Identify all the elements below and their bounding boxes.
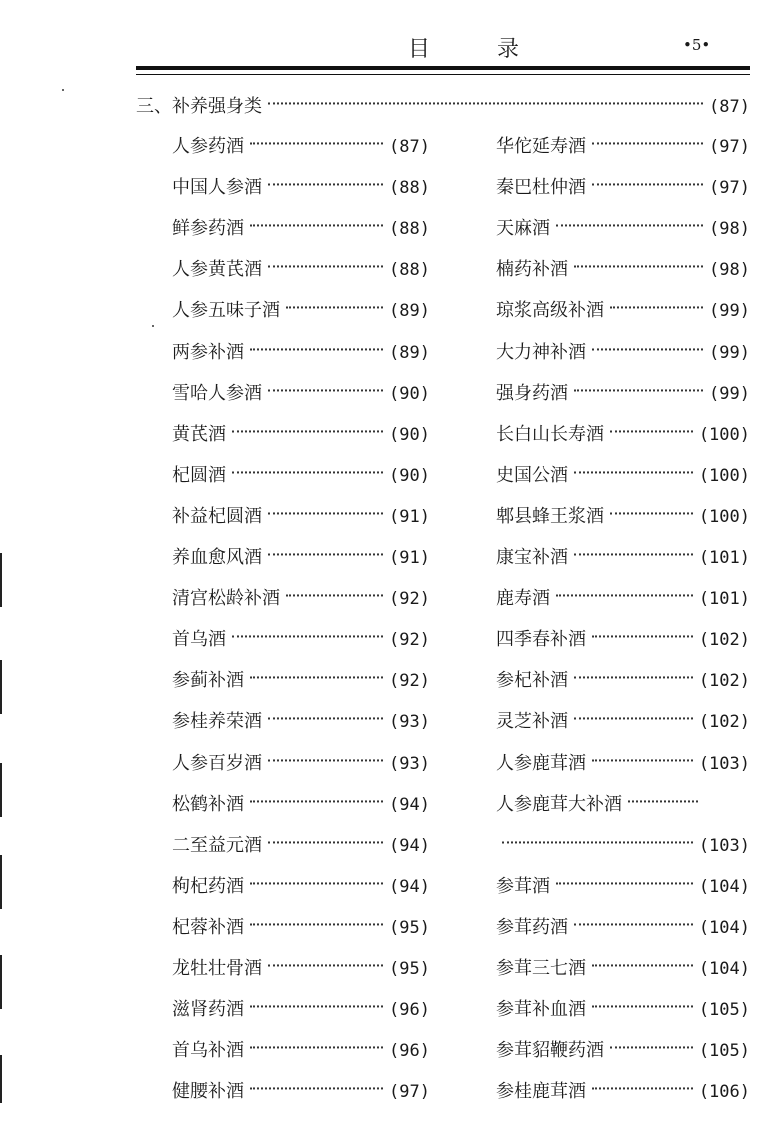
toc-entry xyxy=(496,872,750,900)
toc-entry xyxy=(496,173,750,201)
toc-entry-title: 人参鹿茸酒 xyxy=(496,752,586,774)
leader-dots xyxy=(268,166,383,186)
toc-entry xyxy=(172,790,430,818)
toc-entry-page: (99) xyxy=(709,383,750,404)
toc-entry-page: (104) xyxy=(698,959,750,979)
leader-dots xyxy=(250,905,383,925)
leader-dots xyxy=(250,864,383,884)
toc-entry xyxy=(496,1036,750,1064)
leader-dots xyxy=(286,577,383,597)
toc-entry xyxy=(172,296,430,324)
toc-entry-page: (100) xyxy=(698,506,750,527)
toc-entry xyxy=(496,461,750,489)
toc-entry-title: 秦巴杜仲酒 xyxy=(496,177,586,199)
leader-dots xyxy=(592,1070,693,1090)
leader-dots xyxy=(592,741,693,761)
toc-entry-page: (90) xyxy=(389,424,430,445)
toc-entry-title: 中国人参酒 xyxy=(172,177,262,199)
toc-entry xyxy=(496,1077,750,1105)
toc-entry-title: 杞蓉补酒 xyxy=(172,916,244,938)
leader-dots xyxy=(250,659,383,679)
toc-entry-title: 二至益元酒 xyxy=(172,834,262,856)
toc-entry-title: 鹿寿酒 xyxy=(496,588,550,610)
toc-entry-page: (91) xyxy=(389,548,430,568)
leader-dots xyxy=(268,494,383,514)
toc-entry-title: 参茸三七酒 xyxy=(496,958,586,979)
toc-entry-page: (100) xyxy=(698,424,750,445)
toc-entry xyxy=(496,338,750,366)
toc-entry-page: (102) xyxy=(698,671,750,692)
toc-entry xyxy=(496,995,750,1023)
toc-entry-title: 参桂鹿茸酒 xyxy=(496,1081,586,1103)
toc-entry-title: 首乌补酒 xyxy=(172,1040,244,1062)
leader-dots xyxy=(268,823,383,843)
toc-entry-title: 参茸补血酒 xyxy=(496,999,586,1021)
scan-margin-mark xyxy=(0,855,2,909)
leader-dots xyxy=(592,166,703,186)
section-heading-label: 三、补养强身类 xyxy=(136,96,262,117)
toc-entry-title: 人参百岁酒 xyxy=(172,752,262,774)
toc-entry xyxy=(496,913,750,941)
leader-dots xyxy=(610,494,693,514)
toc-entry xyxy=(172,502,430,530)
leader-dots xyxy=(592,124,703,144)
toc-entry xyxy=(172,954,430,982)
toc-entry-page: (102) xyxy=(698,712,750,733)
toc-entry-title: 天麻酒 xyxy=(496,218,550,240)
leader-dots xyxy=(232,453,383,473)
scan-margin-mark xyxy=(0,955,2,1009)
leader-dots xyxy=(502,823,693,843)
toc-entry-page: (98) xyxy=(709,260,750,281)
leader-dots xyxy=(574,905,693,925)
toc-entry xyxy=(172,214,430,242)
leader-dots xyxy=(574,453,693,473)
toc-entry-page: (87) xyxy=(389,137,430,157)
toc-entry-title: 郫县蜂王浆酒 xyxy=(496,505,604,527)
toc-entry-title: 人参五味子酒 xyxy=(172,300,280,322)
toc-entry xyxy=(496,296,750,324)
toc-entry xyxy=(172,379,430,407)
leader-dots xyxy=(556,207,703,227)
leader-dots xyxy=(556,577,693,597)
leader-dots xyxy=(610,289,703,309)
leader-dots xyxy=(268,946,383,966)
toc-entry xyxy=(496,707,750,735)
toc-entry-page: (94) xyxy=(389,835,430,856)
section-heading xyxy=(136,92,750,120)
leader-dots xyxy=(592,988,693,1008)
scan-margin-mark xyxy=(0,553,2,607)
toc-entry xyxy=(172,420,430,448)
toc-entry-page: (101) xyxy=(698,548,750,568)
leader-dots xyxy=(574,248,703,268)
toc-entry-title: 人参鹿茸大补酒 xyxy=(496,793,622,815)
toc-entry xyxy=(496,379,750,407)
page-title: 目 录 xyxy=(408,37,549,62)
toc-entry-title: 鲜参药酒 xyxy=(172,218,244,240)
toc-entry-page: (104) xyxy=(698,876,750,897)
toc-entry xyxy=(496,584,750,612)
leader-dots xyxy=(268,84,703,104)
toc-entry xyxy=(496,954,750,982)
leader-dots xyxy=(592,330,703,350)
leader-dots xyxy=(592,946,693,966)
toc-entry xyxy=(172,625,430,653)
toc-entry xyxy=(496,749,750,777)
toc-entry xyxy=(172,338,430,366)
toc-entry xyxy=(172,173,430,201)
toc-entry-page: (103) xyxy=(698,835,750,856)
scan-margin-mark xyxy=(0,763,2,817)
leader-dots xyxy=(268,741,383,761)
toc-entry-title: 史国公酒 xyxy=(496,464,568,486)
leader-dots xyxy=(574,700,693,720)
leader-dots xyxy=(610,412,693,432)
page-number: •5• xyxy=(683,36,711,54)
toc-entry-title: 人参黄芪酒 xyxy=(172,259,262,281)
toc-entry xyxy=(172,831,430,859)
toc-entry-page: (93) xyxy=(389,712,430,733)
toc-entry-page: (98) xyxy=(709,219,750,240)
toc-entry-page: (97) xyxy=(389,1082,430,1103)
leader-dots xyxy=(250,782,383,802)
toc-entry-title: 强身药酒 xyxy=(496,382,568,404)
toc-entry xyxy=(496,666,750,694)
toc-entry-page: (106) xyxy=(698,1082,750,1103)
section-heading-page: (87) xyxy=(709,97,750,117)
toc-entry xyxy=(172,1077,430,1105)
toc-entry-page: (92) xyxy=(389,589,430,610)
leader-dots xyxy=(268,535,383,555)
toc-entry-page: (89) xyxy=(389,301,430,322)
toc-entry-title: 杞圆酒 xyxy=(172,464,226,486)
toc-entry-title: 参茸药酒 xyxy=(496,916,568,938)
leader-dots xyxy=(250,1070,383,1090)
toc-entry-page: (88) xyxy=(389,260,430,281)
toc-entry-title: 参桂养荣酒 xyxy=(172,711,262,733)
leader-dots xyxy=(556,864,693,884)
toc-entry-page: (92) xyxy=(389,630,430,651)
toc-entry-title: 参茸貂鞭药酒 xyxy=(496,1040,604,1062)
leader-dots xyxy=(286,289,383,309)
toc-entry-title: 楠药补酒 xyxy=(496,259,568,281)
toc-entry-title: 枸杞药酒 xyxy=(172,875,244,897)
toc-entry-page: (105) xyxy=(698,1000,750,1021)
toc-entry-title: 华佗延寿酒 xyxy=(496,136,586,157)
toc-entry-page: (104) xyxy=(698,917,750,938)
toc-entry-title: 灵芝补酒 xyxy=(496,711,568,733)
leader-dots xyxy=(268,371,383,391)
leader-dots xyxy=(574,659,693,679)
toc-entry xyxy=(496,790,750,818)
toc-entry-page: (89) xyxy=(389,342,430,363)
toc-entry xyxy=(172,872,430,900)
toc-entry-page: (101) xyxy=(698,589,750,610)
toc-entry-page: (96) xyxy=(389,1041,430,1062)
toc-entry-page: (102) xyxy=(698,630,750,651)
toc-entry-title: 首乌酒 xyxy=(172,629,226,651)
toc-entry-title: 琼浆高级补酒 xyxy=(496,300,604,322)
leader-dots xyxy=(592,618,693,638)
toc-entry xyxy=(172,749,430,777)
toc-entry-page: (94) xyxy=(389,876,430,897)
toc-entry xyxy=(496,543,750,571)
toc-entry-title: 两参补酒 xyxy=(172,341,244,363)
leader-dots xyxy=(628,782,698,802)
leader-dots xyxy=(574,371,703,391)
scan-speck xyxy=(152,325,154,327)
toc-entry xyxy=(172,132,430,160)
leader-dots xyxy=(574,535,693,555)
toc-entry-title: 养血愈风酒 xyxy=(172,547,262,568)
leader-dots xyxy=(610,1029,693,1049)
leader-dots xyxy=(250,124,383,144)
toc-entry xyxy=(172,461,430,489)
toc-entry xyxy=(172,995,430,1023)
toc-entry xyxy=(172,707,430,735)
leader-dots xyxy=(250,330,383,350)
leader-dots xyxy=(268,700,383,720)
toc-entry-title: 参蓟补酒 xyxy=(172,670,244,692)
toc-entry-title: 长白山长寿酒 xyxy=(496,423,604,445)
toc-entry-page: (94) xyxy=(389,794,430,815)
toc-entry-page: (92) xyxy=(389,671,430,692)
toc-entry xyxy=(172,666,430,694)
toc-entry-page: (88) xyxy=(389,178,430,199)
toc-entry xyxy=(496,625,750,653)
toc-entry-page: (99) xyxy=(709,301,750,322)
toc-entry xyxy=(496,255,750,283)
toc-entry xyxy=(172,913,430,941)
leader-dots xyxy=(250,1029,383,1049)
toc-entry xyxy=(172,543,430,571)
toc-entry-page: (99) xyxy=(709,342,750,363)
leader-dots xyxy=(250,988,383,1008)
toc-entry-title: 龙牡壮骨酒 xyxy=(172,958,262,979)
toc-entry-title: 参杞补酒 xyxy=(496,670,568,692)
toc-entry-page: (91) xyxy=(389,506,430,527)
toc-entry-title: 健腰补酒 xyxy=(172,1081,244,1103)
toc-entry xyxy=(496,831,750,859)
toc-entry-title: 康宝补酒 xyxy=(496,547,568,568)
toc-entry xyxy=(172,255,430,283)
toc-entry-page: (100) xyxy=(698,465,750,486)
toc-entry-page: (95) xyxy=(389,959,430,979)
toc-entry-page: (95) xyxy=(389,917,430,938)
toc-entry-title: 黄芪酒 xyxy=(172,423,226,445)
toc-entry-title: 雪哈人参酒 xyxy=(172,382,262,404)
toc-entry-page: (97) xyxy=(709,137,750,157)
header-rule-thick xyxy=(136,66,750,70)
toc-entry-page: (90) xyxy=(389,465,430,486)
toc-entry xyxy=(172,1036,430,1064)
toc-entry xyxy=(496,420,750,448)
toc-entry xyxy=(172,584,430,612)
toc-entry-page: (93) xyxy=(389,753,430,774)
toc-entry-title: 人参药酒 xyxy=(172,136,244,157)
leader-dots xyxy=(268,248,383,268)
toc-entry-title: 补益杞圆酒 xyxy=(172,505,262,527)
toc-entry xyxy=(496,132,750,160)
toc-entry-page: (88) xyxy=(389,219,430,240)
toc-entry xyxy=(496,502,750,530)
leader-dots xyxy=(250,207,383,227)
toc-entry-page: (97) xyxy=(709,178,750,199)
toc-entry-title: 大力神补酒 xyxy=(496,341,586,363)
toc-entry-title: 滋肾药酒 xyxy=(172,999,244,1021)
toc-entry-title: 松鹤补酒 xyxy=(172,793,244,815)
toc-entry-page: (96) xyxy=(389,1000,430,1021)
toc-entry-title: 四季春补酒 xyxy=(496,629,586,651)
toc-entry-page: (103) xyxy=(698,753,750,774)
toc-entry-page: (90) xyxy=(389,383,430,404)
leader-dots xyxy=(232,618,383,638)
toc-entry-title: 清宫松龄补酒 xyxy=(172,588,280,610)
toc-entry-page: (105) xyxy=(698,1041,750,1062)
toc-entry-title: 参茸酒 xyxy=(496,875,550,897)
header-rule-thin xyxy=(136,74,750,75)
leader-dots xyxy=(232,412,383,432)
scan-margin-mark xyxy=(0,1055,2,1103)
scan-margin-mark xyxy=(0,660,2,714)
scan-speck xyxy=(62,89,64,91)
toc-entry xyxy=(496,214,750,242)
